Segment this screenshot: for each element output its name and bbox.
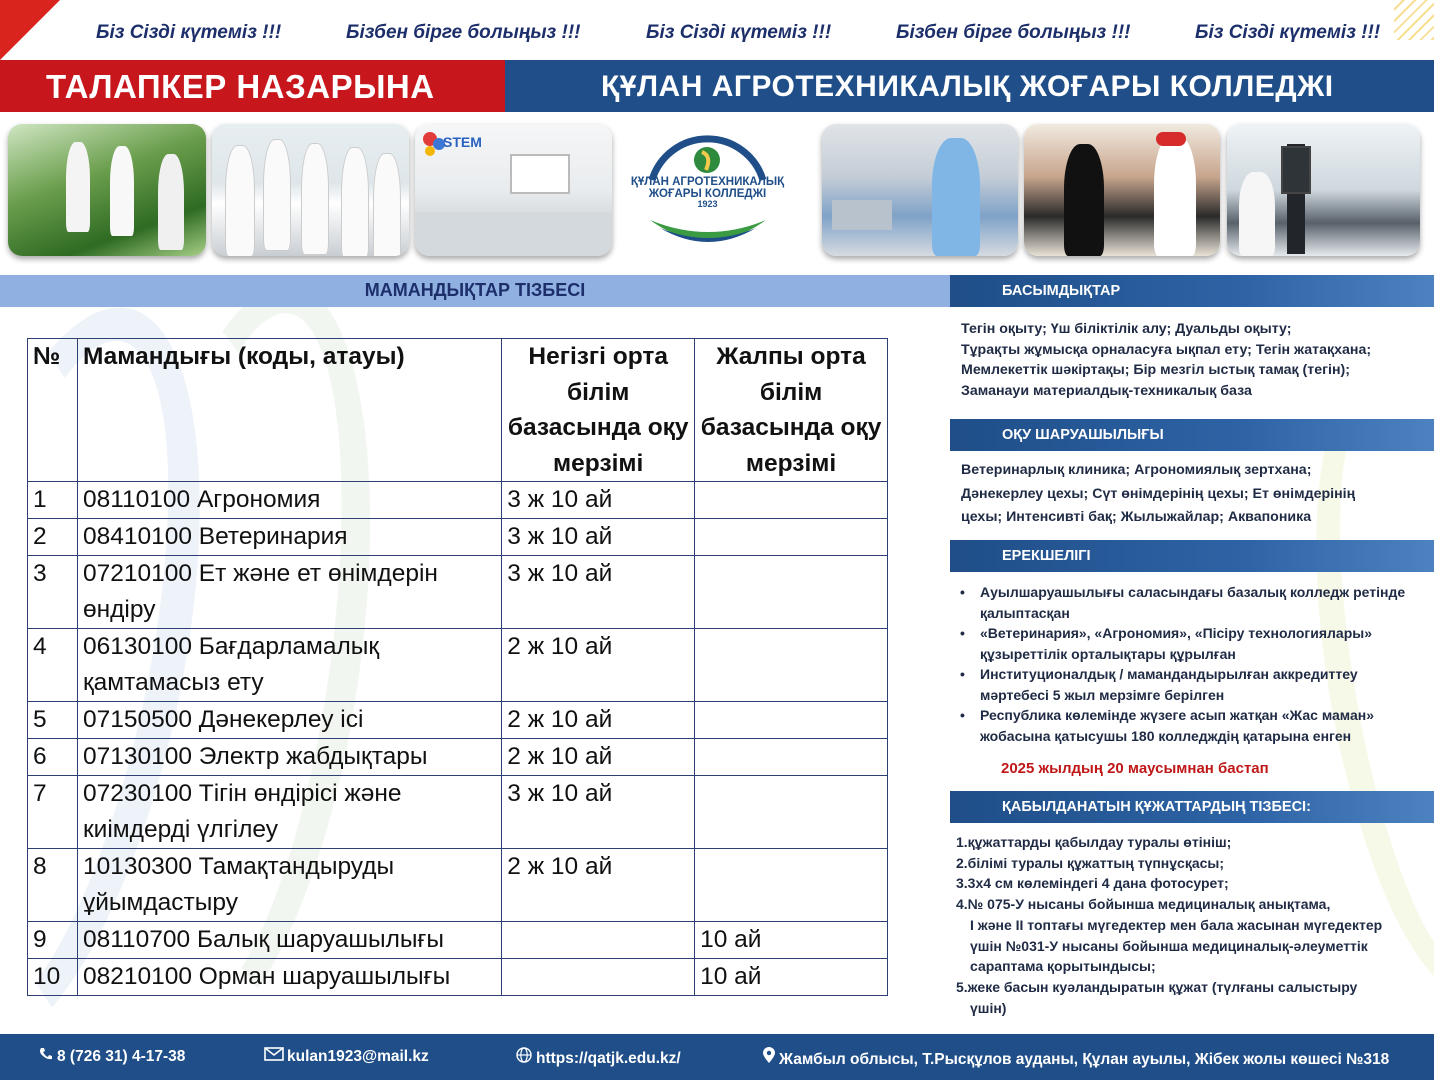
table-row — [28, 922, 888, 959]
table-header-row — [28, 339, 888, 482]
specialty-name: 07150500 Дәнекерлеу ісі — [77, 702, 501, 739]
row-number: 8 — [28, 849, 78, 922]
priorities-title: БАСЫМДЫҚТАР — [950, 275, 1434, 307]
row-number: 1 — [28, 482, 78, 519]
table-row — [28, 776, 888, 849]
row-number: 2 — [28, 519, 78, 556]
website-url: https://qatjk.edu.kz/ — [536, 1050, 681, 1067]
feature-item: • Ауылшаруашылығы саласындағы базалық колледж ретінде қалыптасқан — [958, 582, 1428, 623]
duration-general-secondary — [695, 702, 888, 739]
logo-name-line2: ЖОҒАРЫ КОЛЛЕДЖІ — [648, 188, 767, 201]
specialty-name: 10130300 Тамақтандыруды ұйымдастыру — [77, 849, 501, 922]
duration-basic-secondary: 2 ж 10 ай — [502, 849, 695, 922]
table-row — [28, 702, 888, 739]
specialty-name: 07210100 Ет және ет өнімдерін өндіру — [77, 556, 501, 629]
duration-general-secondary — [695, 776, 888, 849]
phone-number: 8 (726 31) 4-17-38 — [57, 1048, 186, 1065]
row-number: 10 — [28, 959, 78, 996]
college-title: ҚҰЛАН АГРОТЕХНИКАЛЫҚ ЖОҒАРЫ КОЛЛЕДЖІ — [505, 60, 1434, 112]
applicant-title: ТАЛАПКЕР НАЗАРЫНА — [0, 60, 505, 112]
duration-basic-secondary: 3 ж 10 ай — [502, 776, 695, 849]
column-header-specialty: Мамандығы (коды, атауы) — [77, 339, 501, 482]
specialty-name: 08210100 Орман шаруашылығы — [77, 959, 501, 996]
admission-start-date: 2025 жылдың 20 маусымнан бастап — [1001, 760, 1269, 777]
farm-line: Дәнекерлеу цехы; Сүт өнімдерінің цехы; Ет өнімдерінің — [961, 485, 1356, 502]
row-number: 3 — [28, 556, 78, 629]
duration-basic-secondary — [502, 922, 695, 959]
document-line: 5.жеке басын куәландыратын құжат (түлғаны салыстыру — [956, 978, 1358, 995]
document-line: 2.білімі туралы құжаттың түпнұсқасы; — [956, 854, 1225, 871]
column-header-number: № — [28, 339, 78, 482]
feature-item: • Республика көлемінде жүзеге асып жатқан «Жас маман» жобасына қатысушы 180 колледждің қатарына енген — [958, 705, 1428, 746]
training-farm-title: ОҚУ ШАРУАШЫЛЫҒЫ — [950, 419, 1434, 451]
duration-basic-secondary: 2 ж 10 ай — [502, 739, 695, 776]
table-row — [28, 629, 888, 702]
priorities-text — [961, 319, 1426, 401]
table-row — [28, 849, 888, 922]
row-number: 6 — [28, 739, 78, 776]
document-line: I және II топтағы мүгедектер мен бала жасынан мүгедектер — [970, 916, 1383, 933]
specialty-name: 07130100 Электр жабдықтары — [77, 739, 501, 776]
duration-basic-secondary: 3 ж 10 ай — [502, 519, 695, 556]
priority-line: Тегін оқыту; Үш біліктілік алу; Дуальды оқыту; — [961, 321, 1292, 337]
specialties-table-body — [28, 482, 888, 996]
column-header-general-secondary: Жалпы орта білім базасында оқу мерзімі — [695, 339, 888, 482]
cooking-class-photo — [1024, 124, 1220, 256]
welding-simulator-photo — [1227, 124, 1420, 256]
logo-name-line1: ҚҰЛАН АГРОТЕХНИКАЛЫҚ — [630, 176, 785, 188]
email-contact[interactable] — [264, 1047, 429, 1066]
priority-line: Мемлекеттік шәкіртақы; Бір мезгіл ыстық тамақ (тегін); — [961, 362, 1350, 378]
laboratory-photo — [212, 124, 409, 256]
specialty-name: 08110100 Агрономия — [77, 482, 501, 519]
phone-icon — [38, 1047, 54, 1066]
training-farm-text — [961, 459, 1426, 530]
duration-basic-secondary: 3 ж 10 ай — [502, 482, 695, 519]
features-title: ЕРЕКШЕЛІГІ — [950, 540, 1434, 572]
specialty-name: 07230100 Тігін өндірісі және киімдерді үлгілеу — [77, 776, 501, 849]
table-row — [28, 739, 888, 776]
address-contact — [762, 1047, 1389, 1069]
specialty-name: 06130100 Бағдарламалық қамтамасыз ету — [77, 629, 501, 702]
phone-contact[interactable] — [38, 1047, 185, 1066]
duration-general-secondary: 10 ай — [695, 922, 888, 959]
document-line: үшін) — [970, 999, 1007, 1016]
slogan: Бізбен бірге болыңыз !!! — [346, 22, 581, 43]
duration-general-secondary — [695, 849, 888, 922]
duration-basic-secondary: 3 ж 10 ай — [502, 556, 695, 629]
address-text: Жамбыл облысы, Т.Рысқұлов ауданы, Құлан ауылы, Жібек жолы көшесі №318 — [779, 1051, 1390, 1068]
feature-item: • «Ветеринария», «Агрономия», «Пісіру технологиялары» құзыреттілік орталықтары құрылған — [958, 623, 1428, 664]
farm-line: цехы; Интенсивті бақ; Жылыжайлар; Аквапоника — [961, 509, 1312, 525]
document-line: үшін №031-У нысаны бойынша медициналық-әлеуметтік — [970, 937, 1368, 954]
row-number: 7 — [28, 776, 78, 849]
stem-label: STEM — [443, 134, 482, 150]
document-line: сараптама қорытындысы; — [970, 958, 1156, 975]
feature-item: • Институционалдық / мамандандырылған аккредиттеу мәртебесі 5 жыл мерзімге берілген — [958, 664, 1428, 705]
website-link[interactable] — [515, 1047, 681, 1068]
duration-basic-secondary: 2 ж 10 ай — [502, 629, 695, 702]
features-list — [958, 582, 1428, 746]
specialties-section-title: МАМАНДЫҚТАР ТІЗБЕСІ — [0, 275, 950, 307]
farm-line: Ветеринарлық клиника; Агрономиялық зертхана; — [961, 462, 1312, 478]
duration-basic-secondary — [502, 959, 695, 996]
duration-general-secondary — [695, 482, 888, 519]
column-header-basic-secondary: Негізгі орта білім базасында оқу мерзімі — [502, 339, 695, 482]
location-pin-icon — [762, 1047, 776, 1069]
slogan: Біз Сізді күтеміз !!! — [646, 22, 832, 43]
row-number: 9 — [28, 922, 78, 959]
table-row — [28, 556, 888, 629]
document-line: 3.3х4 см көлеміндегі 4 дана фотосурет; — [956, 875, 1229, 892]
logo-year: 1923 — [697, 199, 718, 210]
slogan: Біз Сізді күтеміз !!! — [96, 22, 282, 43]
row-number: 5 — [28, 702, 78, 739]
slogan-bar — [0, 22, 1434, 48]
contact-footer — [0, 1034, 1434, 1080]
greenhouse-photo — [8, 124, 206, 256]
slogan: Біз Сізді күтеміз !!! — [1195, 22, 1381, 43]
duration-general-secondary — [695, 739, 888, 776]
table-row — [28, 519, 888, 556]
stem-classroom-photo — [415, 124, 612, 256]
row-number: 4 — [28, 629, 78, 702]
email-address: kulan1923@mail.kz — [287, 1048, 429, 1065]
globe-icon — [515, 1047, 533, 1068]
college-logo — [620, 124, 795, 259]
slogan: Бізбен бірге болыңыз !!! — [896, 22, 1131, 43]
documents-list — [956, 832, 1426, 1018]
document-line: 4.№ 075-У нысаны бойынша медициналық анықтама, — [956, 896, 1331, 913]
specialties-table — [27, 338, 888, 996]
priority-line: Тұрақты жұмысқа орналасуға ықпал ету; Тегін жатақхана; — [961, 341, 1372, 358]
duration-general-secondary — [695, 519, 888, 556]
specialty-name: 08410100 Ветеринария — [77, 519, 501, 556]
duration-basic-secondary: 2 ж 10 ай — [502, 702, 695, 739]
table-row — [28, 482, 888, 519]
duration-general-secondary — [695, 556, 888, 629]
duration-general-secondary: 10 ай — [695, 959, 888, 996]
priority-line: Заманауи материалдық-техникалық база — [961, 382, 1252, 399]
document-line: 1.құжаттарды қабылдау туралы өтініш; — [956, 834, 1232, 850]
duration-general-secondary — [695, 629, 888, 702]
specialty-name: 08110700 Балық шаруашылығы — [77, 922, 501, 959]
mail-icon — [264, 1047, 284, 1066]
table-row — [28, 959, 888, 996]
food-lab-photo — [822, 124, 1018, 256]
documents-title: ҚАБЫЛДАНАТЫН ҚҰЖАТТАРДЫҢ ТІЗБЕСІ: — [950, 791, 1434, 823]
